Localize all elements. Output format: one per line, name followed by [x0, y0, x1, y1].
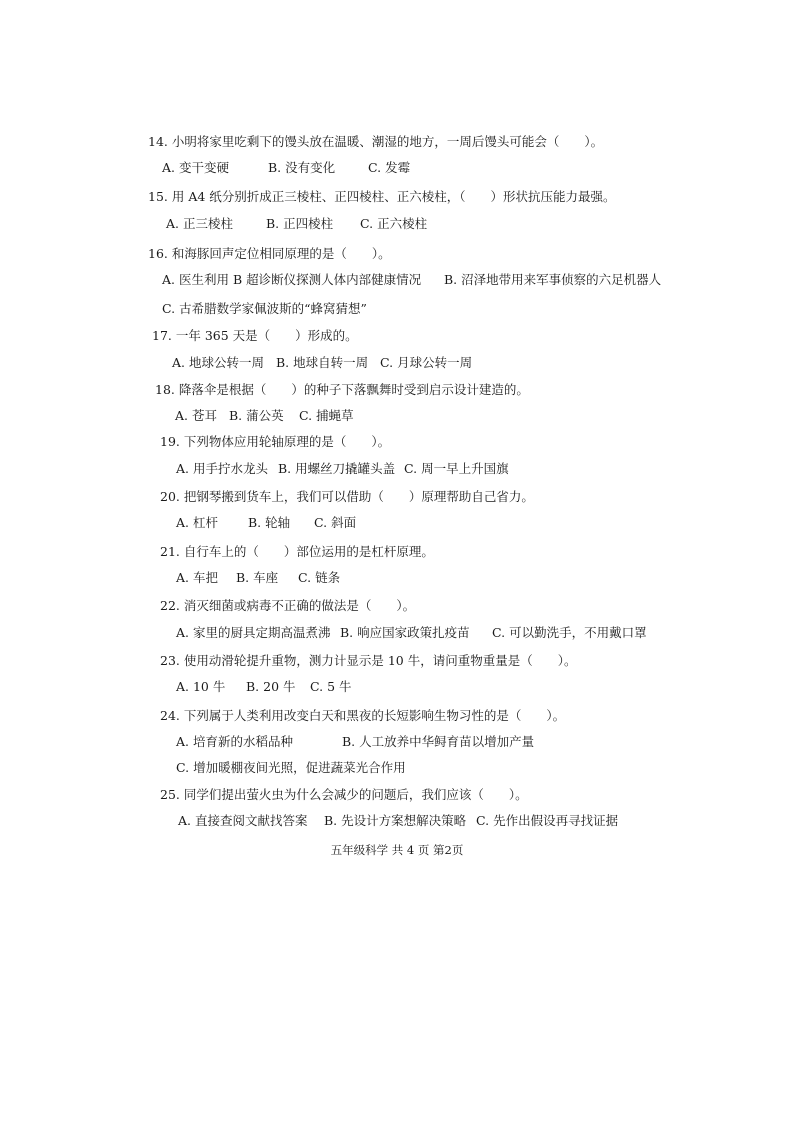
option-a: A. 变干变硬	[162, 160, 229, 175]
option-c: C. 发霉	[368, 160, 411, 175]
option-b: B. 车座	[236, 570, 279, 585]
question-19-options	[176, 461, 509, 477]
question-23-stem: 23. 使用动滑轮提升重物，测力计显示是 10 牛，请问重物重量是（ ）。	[160, 653, 577, 668]
question-24-options-line1	[176, 734, 534, 750]
option-b: B. 地球自转一周	[276, 355, 369, 370]
question-18-stem: 18. 降落伞是根据（ ）的种子下落飘舞时受到启示设计建造的。	[155, 382, 529, 397]
question-14-stem: 14. 小明将家里吃剩下的馒头放在温暖、潮湿的地方，一周后馒头可能会（ ）。	[148, 134, 604, 149]
question-23-options	[176, 679, 352, 695]
option-c: C. 捕蝇草	[299, 408, 354, 423]
option-b: B. 先设计方案想解决策略	[324, 813, 467, 828]
option-c: C. 链条	[298, 570, 341, 585]
option-a: A. 10 牛	[176, 679, 226, 694]
question-15-stem: 15. 用 A4 纸分别折成正三棱柱、正四棱柱、正六棱柱，（ ）形状抗压能力最强。	[148, 189, 616, 204]
option-a: A. 医生利用 B 超诊断仪探测人体内部健康情况	[162, 272, 422, 287]
option-a: A. 地球公转一周	[172, 355, 264, 370]
option-c: C. 斜面	[314, 515, 357, 530]
option-c: C. 先作出假设再寻找证据	[476, 813, 619, 828]
question-16-options-line2	[162, 301, 367, 317]
option-c: C. 周一早上升国旗	[404, 461, 509, 476]
question-20-stem: 20. 把钢琴搬到货车上，我们可以借助（ ）原理帮助自己省力。	[160, 489, 534, 504]
page-footer: 五年级科学 共 4 页 第2页	[330, 843, 464, 857]
option-a: A. 直接查阅文献找答案	[178, 813, 308, 828]
question-19-stem: 19. 下列物体应用轮轴原理的是（ ）。	[160, 434, 391, 449]
question-18-options	[175, 408, 354, 424]
option-c: C. 古希腊数学家佩波斯的“蜂窝猜想”	[162, 301, 367, 316]
question-22-options	[176, 625, 647, 641]
question-17-stem: 17. 一年 365 天是（ ）形成的。	[152, 328, 358, 343]
question-25-stem: 25. 同学们提出萤火虫为什么会减少的问题后，我们应该（ ）。	[160, 787, 528, 802]
option-b: B. 响应国家政策扎疫苗	[340, 625, 470, 640]
question-16-stem: 16. 和海豚回声定位相同原理的是（ ）。	[148, 246, 391, 261]
option-b: B. 轮轴	[248, 515, 291, 530]
question-24-stem: 24. 下列属于人类利用改变白天和黑夜的长短影响生物习性的是（ ）。	[160, 708, 566, 723]
option-c: C. 月球公转一周	[380, 355, 473, 370]
option-a: A. 培育新的水稻品种	[176, 734, 293, 749]
option-a: A. 正三棱柱	[166, 216, 233, 231]
option-b: B. 正四棱柱	[266, 216, 334, 231]
question-20-options	[176, 515, 356, 531]
question-16-options-line1	[162, 272, 661, 288]
option-a: A. 苍耳	[175, 408, 217, 423]
question-22-stem: 22. 消灭细菌或病毒不正确的做法是（ ）。	[160, 598, 416, 613]
option-c: C. 正六棱柱	[360, 216, 428, 231]
option-b: B. 20 牛	[246, 679, 296, 694]
question-21-options	[176, 570, 340, 586]
option-b: B. 没有变化	[268, 160, 336, 175]
question-21-stem: 21. 自行车上的（ ）部位运用的是杠杆原理。	[160, 544, 434, 559]
option-a: A. 杠杆	[176, 515, 218, 530]
option-a: A. 家里的厨具定期高温煮沸	[176, 625, 331, 640]
question-25-options	[178, 813, 618, 829]
question-15-options	[166, 216, 427, 232]
option-a: A. 车把	[176, 570, 218, 585]
option-c: C. 增加暖棚夜间光照，促进蔬菜光合作用	[176, 760, 406, 775]
option-b: B. 用螺丝刀撬罐头盖	[278, 461, 396, 476]
question-14-options	[162, 160, 410, 176]
option-b: B. 人工放养中华鲟育苗以增加产量	[342, 734, 535, 749]
question-24-options-line2	[176, 760, 406, 776]
option-c: C. 可以勤洗手，不用戴口罩	[492, 625, 647, 640]
question-17-options	[172, 355, 472, 371]
option-a: A. 用手拧水龙头	[176, 461, 268, 476]
option-b: B. 蒲公英	[229, 408, 284, 423]
option-b: B. 沼泽地带用来军事侦察的六足机器人	[444, 272, 662, 287]
option-c: C. 5 牛	[310, 679, 352, 694]
